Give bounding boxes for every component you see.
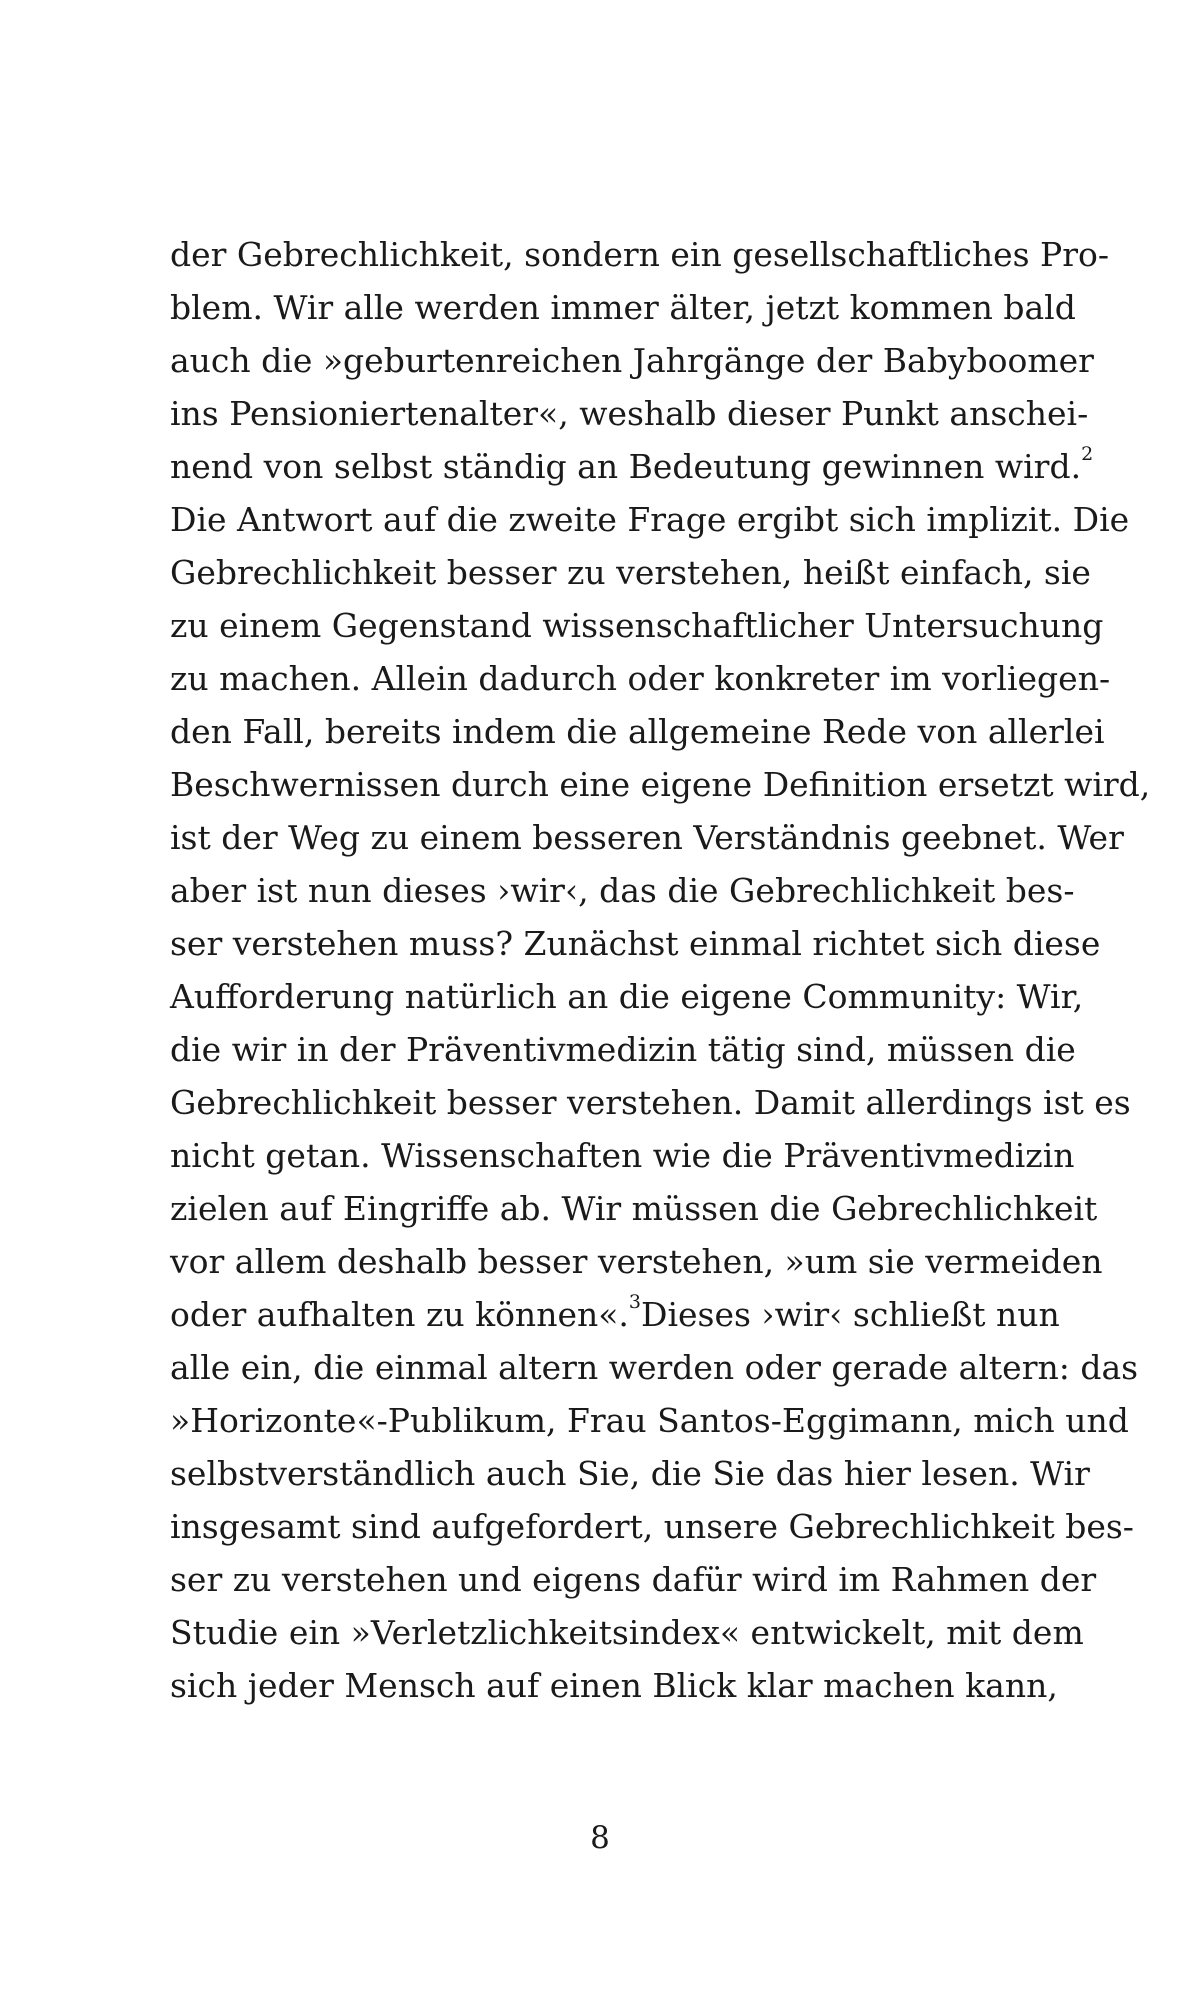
text-line [170,1288,1060,1341]
text-line-content: oder aufhalten zu können«. [170,1295,629,1334]
text-line-content: nend von selbst ständig an Bedeutung gewinnen wird. [170,447,1082,486]
text-line: Aufforderung natürlich an die eigene Community: Wir, [170,977,1084,1016]
page-number: 8 [590,1820,610,1856]
text-line [170,440,1094,493]
text-line: auch die »geburtenreichen Jahrgänge der Babyboomer [170,341,1094,380]
text-line: selbstverständlich auch Sie, die Sie das hier lesen. Wir [170,1454,1090,1493]
text-line: insgesamt sind aufgefordert, unsere Gebrechlichkeit bes- [170,1507,1134,1546]
text-line-start [170,1288,641,1341]
text-line: Beschwernissen durch eine eigene Definition ersetzt wird, [170,765,1151,804]
text-line: »Horizonte«-Publikum, Frau Santos-Eggimann, mich und [170,1401,1129,1440]
text-line: ser zu verstehen und eigens dafür wird im Rahmen der [170,1560,1097,1599]
text-line: Gebrechlichkeit besser verstehen. Damit allerdings ist es [170,1083,1131,1122]
text-line: blem. Wir alle werden immer älter, jetzt kommen bald [170,288,1076,327]
text-line: zu einem Gegenstand wissenschaftlicher Untersuchung [170,606,1104,645]
text-line: die wir in der Präventivmedizin tätig sind, müssen die [170,1030,1076,1069]
text-line: vor allem deshalb besser verstehen, »um sie vermeiden [170,1242,1103,1281]
text-line: ins Pensioniertenalter«, weshalb dieser Punkt anschei- [170,394,1089,433]
body-text [170,228,1151,1712]
text-line: nicht getan. Wissenschaften wie die Präventivmedizin [170,1136,1075,1175]
text-line: Die Antwort auf die zweite Frage ergibt sich implizit. Die [170,500,1130,539]
text-line: sich jeder Mensch auf einen Blick klar machen kann, [170,1666,1058,1705]
text-line: Gebrechlichkeit besser zu verstehen, heißt einfach, sie [170,553,1091,592]
text-line: zu machen. Allein dadurch oder konkreter im vorliegen- [170,659,1111,698]
footnote-marker: 2 [1081,443,1094,465]
text-line: zielen auf Eingriffe ab. Wir müssen die Gebrechlichkeit [170,1189,1098,1228]
text-line: Studie ein »Verletzlichkeitsindex« entwickelt, mit dem [170,1613,1084,1652]
text-line: alle ein, die einmal altern werden oder gerade altern: das [170,1348,1139,1387]
text-line: ist der Weg zu einem besseren Verständnis geebnet. Wer [170,818,1124,857]
text-line: aber ist nun dieses ›wir‹, das die Gebrechlichkeit bes- [170,871,1075,910]
text-line: ser verstehen muss? Zunächst einmal richtet sich diese [170,924,1101,963]
text-line: der Gebrechlichkeit, sondern ein gesellschaftliches Pro- [170,235,1110,274]
text-line-end: Dieses ›wir‹ schließt nun [641,1295,1060,1334]
footnote-marker: 3 [628,1291,641,1313]
text-line: den Fall, bereits indem die allgemeine Rede von allerlei [170,712,1105,751]
